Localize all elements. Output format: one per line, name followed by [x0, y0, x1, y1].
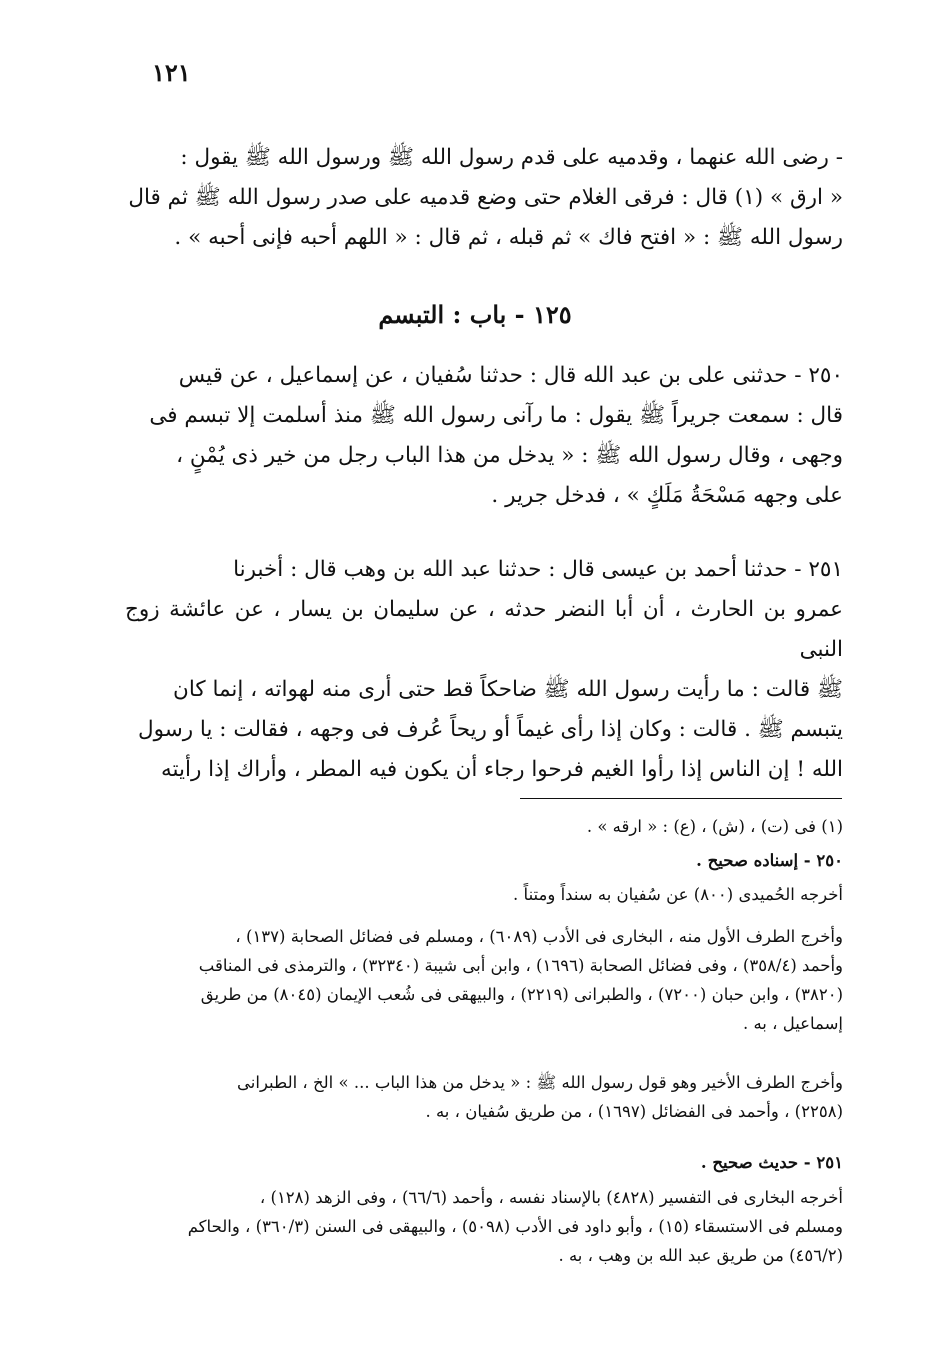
text-line: الله ! إن الناس إذا رأوا الغيم فرحوا رجاء أن يكون فيه المطر ، وأراك إذا رأيته — [160, 757, 843, 782]
text-line: ٢٥١ - حدثنا أحمد بن عيسى قال : حدثنا عبد الله بن وهب قال : أخبرنا — [233, 557, 843, 582]
footnote-line: (١) فى (ت) ، (ش) ، (ع) : « ارقه » . — [586, 817, 843, 836]
hadith-250-paragraph — [125, 356, 843, 516]
text-line: يتبسم ﷺ . قالت : وكان إذا رأى غيماً أو ريحاً عُرف فى وجهه ، فقالت : يا رسول — [137, 717, 843, 742]
hadith-250-source-1 — [125, 880, 843, 909]
footnote-line: إسماعيل ، به . — [742, 1014, 843, 1033]
footnote-line: وأخرج الطرف الأول منه ، البخارى فى الأدب (٦٠٨٩) ، ومسلم فى فضائل الصحابة (١٣٧) ، — [235, 927, 843, 946]
hadith-251-grade — [125, 1148, 843, 1177]
text-line: ٢٥٠ - حدثنى على بن عبد الله قال : حدثنا سُفيان ، عن إسماعيل ، عن قيس — [178, 363, 843, 388]
text-line: « ارق » (١) قال : فرقى الغلام حتى وضع قدميه على صدر رسول الله ﷺ ثم قال — [128, 185, 843, 210]
text-line: ﷺ قالت : ما رأيت رسول الله ﷺ ضاحكاً قط حتى أرى منه لهواته ، إنما كان — [173, 677, 843, 702]
footnote-1 — [125, 812, 843, 841]
text-line: على وجهه مَسْحَةُ مَلَكٍ » ، فدخل جرير . — [491, 483, 843, 508]
intro-paragraph — [125, 138, 843, 258]
footnote-line: وأخرج الطرف الأخير وهو قول رسول الله ﷺ : « يدخل من هذا الباب ... » الخ ، الطبرانى — [237, 1073, 843, 1092]
footnote-line: أخرجه الحُميدى (٨٠٠) عن سُفيان به سنداً ومتناً . — [513, 885, 843, 904]
page-number: ١٢١ — [152, 58, 191, 87]
footnote-line: (٤٥٦/٢) من طريق عبد الله بن وهب ، به . — [558, 1246, 843, 1265]
hadith-250-source-2 — [125, 922, 843, 1038]
hadith-251-paragraph — [125, 550, 843, 790]
footnote-divider — [520, 798, 842, 799]
footnote-line: ومسلم فى الاستسقاء (١٥) ، وأبو داود فى الأدب (٥٠٩٨) ، والبيهقى فى السنن (٣٦٠/٣) ، والحاكم — [187, 1217, 843, 1236]
hadith-251-sources — [125, 1183, 843, 1270]
footnote-line: أخرجه البخارى فى التفسير (٤٨٢٨) بالإسناد نفسه ، وأحمد (٦٦/٦) ، وفى الزهد (١٢٨) ، — [259, 1188, 843, 1207]
chapter-heading: ١٢٥ - باب : التبسم — [378, 300, 572, 329]
text-line: وجهى ، وقال رسول الله ﷺ : « يدخل من هذا الباب رجل من خير ذى يُمْنٍ ، — [176, 443, 843, 468]
text-line: رسول الله ﷺ : « افتح فاك » ثم قبله ، ثم قال : « اللهم أحبه فإنى أحبه » . — [174, 225, 843, 250]
text-line: قال : سمعت جريراً ﷺ يقول : ما رآنى رسول الله ﷺ منذ أسلمت إلا تبسم فى — [149, 403, 843, 428]
hadith-250-grade — [125, 846, 843, 875]
text-line: عمرو بن الحارث ، أن أبا النضر حدثه ، عن سليمان بن يسار ، عن عائشة زوج النبى — [125, 597, 843, 662]
text-line: - رضى الله عنهما ، وقدميه على قدم رسول الله ﷺ ورسول الله ﷺ يقول : — [180, 145, 843, 170]
footnote-line: ٢٥٠ - إسناده صحيح . — [696, 851, 843, 870]
footnote-line: ٢٥١ - حديث صحيح . — [700, 1153, 843, 1172]
hadith-250-source-3 — [125, 1068, 843, 1126]
footnote-line: (٣٨٢٠) ، وابن حبان (٧٢٠٠) ، والطبرانى (٢٢١٩) ، والبيهقى فى شُعب الإيمان (٨٠٤٥) من طريق — [200, 985, 843, 1004]
footnote-line: (٢٢٥٨) ، وأحمد فى الفضائل (١٦٩٧) ، من طريق سُفيان ، به . — [425, 1102, 843, 1121]
footnote-line: وأحمد (٣٥٨/٤) ، وفى فضائل الصحابة (١٦٩٦) ، وابن أبى شيبة (٣٢٣٤٠) ، والترمذى فى المناقب — [198, 956, 843, 975]
